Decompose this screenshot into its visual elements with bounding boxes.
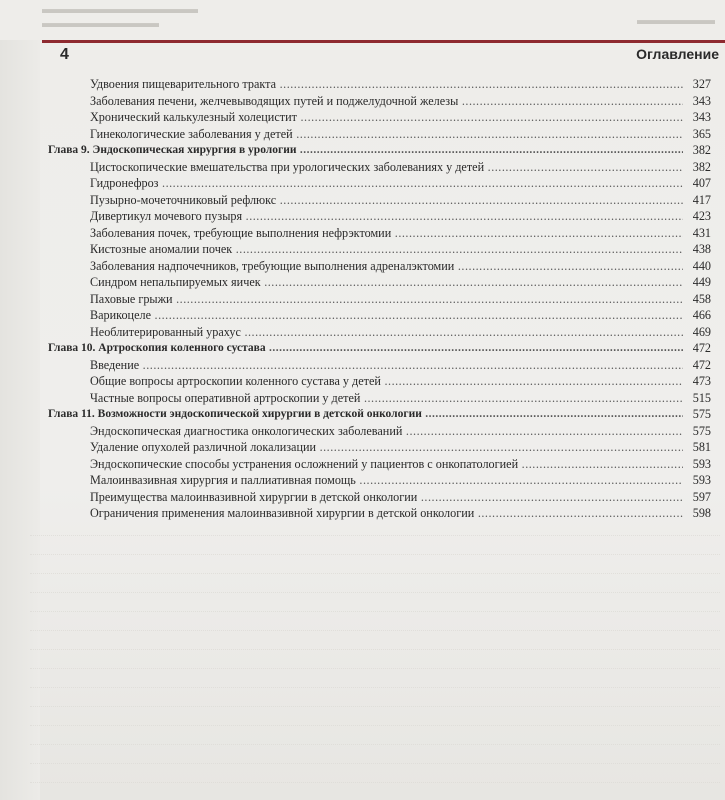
toc-entry-row[interactable] [48,109,711,126]
toc-entry-title: Дивертикул мочевого пузыря ..... [90,208,683,225]
toc-entry-title: Паховые грыжи ..... [90,291,683,308]
toc-entry-title: Необлитерированный урахус ..... [90,324,683,341]
toc-entry-row[interactable] [48,307,711,324]
toc-entry-title: Эндоскопические способы устранения осложнений у пациентов с онкопатологией ..... [90,456,683,473]
toc-chapter-title: Глава 11. Возможности эндоскопической хирургии в детской онкологии ..... [48,406,683,423]
toc-entry-row[interactable] [48,390,711,407]
toc-page-number: 431 [692,225,711,240]
toc-entry-row[interactable] [48,357,711,374]
section-title: Оглавление [636,46,719,62]
toc-page-number: 469 [692,324,711,339]
page-header [42,40,725,69]
toc-entry-row[interactable] [48,258,711,275]
toc-entry-row[interactable] [48,76,711,93]
toc-entry-title: Синдром непальпируемых яичек ..... [90,274,683,291]
toc-page-number: 382 [692,143,711,157]
toc-page-number: 365 [692,126,711,141]
toc-entry-row[interactable] [48,423,711,440]
page-number: 4 [60,46,69,63]
toc-page-number: 343 [692,93,711,108]
toc-entry-row[interactable] [48,126,711,143]
toc-entry-title: Заболевания печени, желчевыводящих путей и поджелудочной железы ..... [90,93,683,110]
toc-entry-row[interactable] [48,373,711,390]
toc-page-number: 575 [692,423,711,438]
toc-entry-title: Хронический калькулезный холецистит ..... [90,109,683,126]
toc-entry-title: Преимущества малоинвазивной хирургии в детской онкологии ..... [90,489,683,506]
toc-entry-row[interactable] [48,489,711,506]
toc-page-number: 593 [692,456,711,471]
toc-page-number: 343 [692,110,711,124]
toc-entry-row[interactable] [48,159,711,176]
toc-entry-title: Пузырно-мочеточниковый рефлюкс ..... [90,192,683,209]
toc-entry-title: Удаление опухолей различной локализации ..... [90,439,683,456]
toc-entry-row[interactable] [48,241,711,258]
toc-page-number: 327 [692,77,711,91]
toc-entry-title: Частные вопросы оперативной артроскопии у детей ..... [90,390,683,407]
toc-page-number: 593 [692,473,711,487]
toc-entry-title: Малоинвазивная хирургия и паллиативная помощь ..... [90,472,683,489]
toc-page-number: 423 [692,209,711,223]
toc-entry-title: Заболевания почек, требующие выполнения нефрэктомии ..... [90,225,683,242]
toc-page-number: 466 [692,308,711,322]
toc-entry-title: Гинекологические заболевания у детей ..... [90,126,683,143]
toc-entry-title: Общие вопросы артроскопии коленного сустава у детей ..... [90,373,683,390]
toc-chapter-row[interactable] [48,340,711,357]
toc-page-number: 458 [692,291,711,306]
toc-page-number: 472 [692,357,711,372]
toc-page-number: 382 [692,159,711,174]
toc-page-number: 407 [692,176,711,190]
toc-entry-row[interactable] [48,456,711,473]
toc-page-number: 449 [692,275,711,289]
toc-page-number: 581 [692,440,711,454]
toc-chapter-title: Глава 10. Артроскопия коленного сустава ..... [48,340,683,357]
toc-entry-title: Гидронефроз ..... [90,175,683,192]
toc-entry-row[interactable] [48,225,711,242]
bleed-through-text [30,520,720,800]
toc-entry-row[interactable] [48,472,711,489]
toc-entry-title: Кистозные аномалии почек ..... [90,241,683,258]
toc-entry-row[interactable] [48,93,711,110]
toc-entry-row[interactable] [48,439,711,456]
table-of-contents [48,76,711,522]
toc-page-number: 598 [692,506,711,520]
toc-entry-row[interactable] [48,324,711,341]
toc-page-number: 472 [692,341,711,355]
toc-entry-title: Эндоскопическая диагностика онкологических заболеваний ..... [90,423,683,440]
toc-entry-title: Удвоения пищеварительного тракта ..... [90,76,683,93]
toc-chapter-row[interactable] [48,406,711,423]
toc-chapter-row[interactable] [48,142,711,159]
toc-chapter-title: Глава 9. Эндоскопическая хирургия в урологии ..... [48,142,683,159]
bleed-through-text: ▬▬▬▬▬▬▬▬▬▬▬▬ ▬▬▬▬▬▬▬▬▬ ▬▬▬▬▬▬ [42,1,715,30]
toc-page-number: 438 [692,242,711,256]
toc-entry-title: Заболевания надпочечников, требующие выполнения адреналэктомии ..... [90,258,683,275]
toc-entry-title: Ограничения применения малоинвазивной хирургии в детской онкологии ..... [90,505,683,522]
toc-entry-row[interactable] [48,291,711,308]
toc-entry-row[interactable] [48,175,711,192]
toc-page-number: 473 [692,374,711,388]
toc-entry-row[interactable] [48,274,711,291]
toc-entry-row[interactable] [48,208,711,225]
toc-page-number: 597 [692,489,711,504]
toc-page-number: 417 [692,192,711,207]
toc-page-number: 515 [692,390,711,405]
toc-entry-title: Варикоцеле ..... [90,307,683,324]
toc-page-number: 440 [692,258,711,273]
toc-entry-title: Цистоскопические вмешательства при урологических заболеваниях у детей ..... [90,159,683,176]
toc-entry-row[interactable] [48,192,711,209]
toc-entry-title: Введение ..... [90,357,683,374]
toc-page-number: 575 [692,407,711,421]
